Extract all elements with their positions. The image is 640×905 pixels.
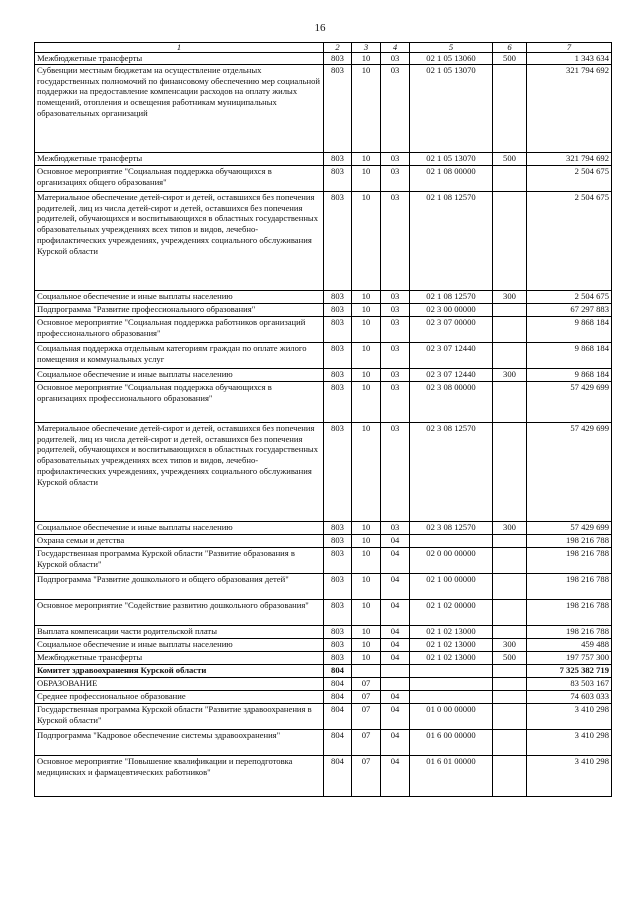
- cell-vr: [493, 703, 527, 729]
- cell-csr: [410, 677, 493, 690]
- cell-csr: 02 1 02 13000: [410, 638, 493, 651]
- cell-csr: 02 3 00 00000: [410, 303, 493, 316]
- cell-name: Комитет здравоохранения Курской области: [35, 664, 324, 677]
- cell-csr: 02 3 08 12570: [410, 422, 493, 521]
- cell-name: Среднее профессиональное образование: [35, 690, 324, 703]
- cell-name: Социальная поддержка отдельным категориям граждан по оплате жилого помещения и коммунальных услуг: [35, 342, 324, 368]
- header-cell-vr: 6: [493, 43, 527, 53]
- cell-vr: [493, 573, 527, 599]
- cell-csr: [410, 664, 493, 677]
- cell-rz: 10: [352, 290, 381, 303]
- cell-sum: 74 603 033: [527, 690, 612, 703]
- cell-rz: 07: [352, 677, 381, 690]
- cell-grbs: 803: [324, 599, 352, 625]
- cell-name: Государственная программа Курской области "Развитие образования в Курской области": [35, 547, 324, 573]
- cell-grbs: 803: [324, 64, 352, 152]
- cell-rz: 10: [352, 152, 381, 165]
- cell-rz: 10: [352, 64, 381, 152]
- cell-vr: [493, 534, 527, 547]
- table-row: [35, 755, 612, 796]
- cell-sum: 1 343 634: [527, 53, 612, 65]
- cell-grbs: 803: [324, 191, 352, 290]
- cell-csr: 02 3 08 12570: [410, 521, 493, 534]
- cell-rz: 10: [352, 53, 381, 65]
- cell-pr: 03: [381, 53, 410, 65]
- cell-vr: [493, 165, 527, 191]
- table-row: [35, 547, 612, 573]
- header-cell-sum: 7: [527, 43, 612, 53]
- cell-rz: 10: [352, 368, 381, 381]
- cell-sum: 459 488: [527, 638, 612, 651]
- cell-pr: 03: [381, 342, 410, 368]
- cell-pr: 04: [381, 638, 410, 651]
- cell-grbs: 803: [324, 381, 352, 422]
- table-row: [35, 690, 612, 703]
- cell-name: Материальное обеспечение детей-сирот и детей, оставшихся без попечения родителей, лиц из числа детей-сирот и детей, оставшихся без попечения родителей, обучающихся и воспитывающихся в областных государственных образовательных учреждениях всех типов и видов, лечебно-профилактических учреждениях, учреждениях социального обслуживания Курской области: [35, 191, 324, 290]
- table-row: [35, 64, 612, 152]
- cell-vr: 500: [493, 152, 527, 165]
- cell-name: Основное мероприятие "Повышение квалификации и переподготовка медицинских и фармацевтических работников": [35, 755, 324, 796]
- cell-pr: 04: [381, 651, 410, 664]
- cell-grbs: 803: [324, 290, 352, 303]
- table-row: [35, 191, 612, 290]
- cell-vr: [493, 599, 527, 625]
- header-cell-rz: 3: [352, 43, 381, 53]
- cell-grbs: 804: [324, 755, 352, 796]
- page-number: 16: [314, 22, 326, 34]
- cell-grbs: 803: [324, 521, 352, 534]
- cell-rz: 10: [352, 521, 381, 534]
- cell-pr: 04: [381, 547, 410, 573]
- cell-sum: 198 216 788: [527, 599, 612, 625]
- cell-pr: 04: [381, 573, 410, 599]
- cell-sum: 3 410 298: [527, 729, 612, 755]
- cell-rz: 10: [352, 316, 381, 342]
- header-cell-csr: 5: [410, 43, 493, 53]
- cell-name: Подпрограмма "Кадровое обеспечение системы здравоохранения": [35, 729, 324, 755]
- cell-csr: 02 1 08 12570: [410, 290, 493, 303]
- cell-vr: [493, 625, 527, 638]
- cell-grbs: 803: [324, 547, 352, 573]
- header-cell-pr: 4: [381, 43, 410, 53]
- table-row: [35, 368, 612, 381]
- table-row: [35, 664, 612, 677]
- cell-csr: 02 1 00 00000: [410, 573, 493, 599]
- cell-csr: 02 1 05 13070: [410, 152, 493, 165]
- cell-vr: [493, 729, 527, 755]
- table-row: [35, 342, 612, 368]
- cell-rz: 10: [352, 573, 381, 599]
- cell-grbs: 803: [324, 368, 352, 381]
- cell-pr: 03: [381, 165, 410, 191]
- table-row: [35, 573, 612, 599]
- cell-rz: 10: [352, 191, 381, 290]
- cell-sum: 9 868 184: [527, 316, 612, 342]
- cell-vr: 300: [493, 368, 527, 381]
- cell-sum: 9 868 184: [527, 368, 612, 381]
- cell-rz: 10: [352, 422, 381, 521]
- cell-sum: 198 216 788: [527, 573, 612, 599]
- cell-grbs: 803: [324, 534, 352, 547]
- cell-grbs: 803: [324, 625, 352, 638]
- table-row: [35, 381, 612, 422]
- cell-name: Социальное обеспечение и иные выплаты населению: [35, 521, 324, 534]
- cell-pr: 03: [381, 521, 410, 534]
- cell-vr: [493, 381, 527, 422]
- cell-grbs: 803: [324, 342, 352, 368]
- cell-rz: 10: [352, 342, 381, 368]
- cell-csr: [410, 690, 493, 703]
- cell-csr: 02 1 05 13070: [410, 64, 493, 152]
- cell-csr: 02 1 02 00000: [410, 599, 493, 625]
- cell-grbs: 804: [324, 677, 352, 690]
- cell-csr: 01 6 00 00000: [410, 729, 493, 755]
- cell-grbs: 804: [324, 664, 352, 677]
- cell-sum: 198 216 788: [527, 547, 612, 573]
- cell-rz: 10: [352, 638, 381, 651]
- table-row: [35, 677, 612, 690]
- cell-name: ОБРАЗОВАНИЕ: [35, 677, 324, 690]
- cell-grbs: 803: [324, 152, 352, 165]
- table-row: [35, 534, 612, 547]
- cell-sum: 57 429 699: [527, 422, 612, 521]
- cell-pr: 03: [381, 422, 410, 521]
- cell-vr: [493, 342, 527, 368]
- cell-name: Охрана семьи и детства: [35, 534, 324, 547]
- table-row: [35, 53, 612, 65]
- cell-rz: 10: [352, 651, 381, 664]
- cell-name: Подпрограмма "Развитие профессионального образования": [35, 303, 324, 316]
- cell-csr: 02 1 08 00000: [410, 165, 493, 191]
- cell-csr: 01 0 00 00000: [410, 703, 493, 729]
- cell-name: Основное мероприятие "Социальная поддержка обучающихся в организациях общего образования": [35, 165, 324, 191]
- table-row: [35, 303, 612, 316]
- cell-vr: [493, 664, 527, 677]
- cell-csr: 02 3 08 00000: [410, 381, 493, 422]
- cell-sum: 57 429 699: [527, 521, 612, 534]
- cell-rz: 10: [352, 534, 381, 547]
- cell-csr: 02 1 05 13060: [410, 53, 493, 65]
- cell-vr: [493, 316, 527, 342]
- cell-grbs: 803: [324, 303, 352, 316]
- table-row: [35, 638, 612, 651]
- cell-grbs: 803: [324, 573, 352, 599]
- cell-csr: 02 1 02 13000: [410, 625, 493, 638]
- cell-sum: 83 503 167: [527, 677, 612, 690]
- cell-sum: 2 504 675: [527, 191, 612, 290]
- cell-pr: 03: [381, 290, 410, 303]
- cell-sum: 67 297 883: [527, 303, 612, 316]
- cell-pr: 04: [381, 755, 410, 796]
- cell-vr: [493, 64, 527, 152]
- cell-rz: 10: [352, 625, 381, 638]
- cell-name: Межбюджетные трансферты: [35, 651, 324, 664]
- cell-pr: 03: [381, 303, 410, 316]
- cell-pr: [381, 664, 410, 677]
- cell-sum: 9 868 184: [527, 342, 612, 368]
- cell-csr: 02 3 07 12440: [410, 342, 493, 368]
- cell-name: Социальное обеспечение и иные выплаты населению: [35, 638, 324, 651]
- cell-name: Социальное обеспечение и иные выплаты населению: [35, 290, 324, 303]
- cell-grbs: 804: [324, 690, 352, 703]
- cell-vr: [493, 755, 527, 796]
- cell-pr: 04: [381, 599, 410, 625]
- cell-rz: 10: [352, 547, 381, 573]
- header-cell-name: 1: [35, 43, 324, 53]
- cell-vr: [493, 303, 527, 316]
- cell-pr: 03: [381, 368, 410, 381]
- cell-name: Межбюджетные трансферты: [35, 152, 324, 165]
- cell-csr: [410, 534, 493, 547]
- cell-sum: 7 325 382 719: [527, 664, 612, 677]
- header-cell-grbs: 2: [324, 43, 352, 53]
- cell-sum: 198 216 788: [527, 534, 612, 547]
- cell-sum: 321 794 692: [527, 152, 612, 165]
- cell-vr: 300: [493, 521, 527, 534]
- cell-sum: 2 504 675: [527, 165, 612, 191]
- cell-rz: 10: [352, 303, 381, 316]
- table-row: [35, 703, 612, 729]
- table-row: [35, 521, 612, 534]
- cell-sum: 2 504 675: [527, 290, 612, 303]
- cell-csr: 02 3 07 12440: [410, 368, 493, 381]
- budget-table: [34, 42, 612, 797]
- cell-vr: 500: [493, 53, 527, 65]
- cell-pr: 03: [381, 152, 410, 165]
- cell-rz: 10: [352, 165, 381, 191]
- cell-rz: 07: [352, 690, 381, 703]
- cell-rz: 07: [352, 729, 381, 755]
- cell-pr: 03: [381, 191, 410, 290]
- cell-csr: 02 1 08 12570: [410, 191, 493, 290]
- table-row: [35, 290, 612, 303]
- cell-name: Основное мероприятие "Содействие развитию дошкольного образования": [35, 599, 324, 625]
- cell-vr: [493, 191, 527, 290]
- cell-pr: 04: [381, 729, 410, 755]
- cell-csr: 02 0 00 00000: [410, 547, 493, 573]
- cell-vr: 300: [493, 290, 527, 303]
- cell-grbs: 803: [324, 422, 352, 521]
- cell-name: Материальное обеспечение детей-сирот и детей, оставшихся без попечения родителей, лиц из числа детей-сирот и детей, оставшихся без попечения родителей, обучающихся и воспитывающихся в областных государственных образовательных учреждениях всех типов и видов, лечебно-профилактических учреждениях, учреждениях социального обслуживания Курской области: [35, 422, 324, 521]
- cell-grbs: 804: [324, 729, 352, 755]
- cell-rz: [352, 664, 381, 677]
- cell-csr: 02 1 02 13000: [410, 651, 493, 664]
- cell-name: Подпрограмма "Развитие дошкольного и общего образования детей": [35, 573, 324, 599]
- cell-sum: 3 410 298: [527, 755, 612, 796]
- cell-sum: 197 757 300: [527, 651, 612, 664]
- cell-vr: [493, 547, 527, 573]
- cell-sum: 57 429 699: [527, 381, 612, 422]
- cell-vr: [493, 690, 527, 703]
- cell-csr: 02 3 07 00000: [410, 316, 493, 342]
- cell-name: Выплата компенсации части родительской платы: [35, 625, 324, 638]
- cell-grbs: 804: [324, 703, 352, 729]
- cell-rz: 07: [352, 703, 381, 729]
- table-row: [35, 316, 612, 342]
- cell-grbs: 803: [324, 651, 352, 664]
- cell-pr: 03: [381, 64, 410, 152]
- cell-vr: [493, 422, 527, 521]
- cell-pr: 03: [381, 316, 410, 342]
- cell-vr: 300: [493, 638, 527, 651]
- header-row: [35, 43, 612, 53]
- table-row: [35, 651, 612, 664]
- cell-pr: 04: [381, 625, 410, 638]
- cell-rz: 10: [352, 381, 381, 422]
- cell-name: Основное мероприятие "Социальная поддержка обучающихся в организациях профессионального образования": [35, 381, 324, 422]
- cell-grbs: 803: [324, 165, 352, 191]
- cell-pr: [381, 677, 410, 690]
- cell-pr: 04: [381, 534, 410, 547]
- cell-name: Субвенции местным бюджетам на осуществление отдельных государственных полномочий по финансовому обеспечению мер социальной поддержки на предоставление компенсации расходов на оплату жилых помещений, отопления и освещения работникам муниципальных образовательных организаций: [35, 64, 324, 152]
- cell-name: Социальное обеспечение и иные выплаты населению: [35, 368, 324, 381]
- table-row: [35, 165, 612, 191]
- cell-rz: 10: [352, 599, 381, 625]
- cell-name: Государственная программа Курской области "Развитие здравоохранения в Курской области": [35, 703, 324, 729]
- cell-vr: 500: [493, 651, 527, 664]
- table-row: [35, 625, 612, 638]
- cell-sum: 321 794 692: [527, 64, 612, 152]
- cell-pr: 04: [381, 703, 410, 729]
- cell-name: Основное мероприятие "Социальная поддержка работников организаций профессионального образования": [35, 316, 324, 342]
- cell-csr: 01 6 01 00000: [410, 755, 493, 796]
- table-row: [35, 152, 612, 165]
- table-row: [35, 729, 612, 755]
- cell-grbs: 803: [324, 638, 352, 651]
- cell-grbs: 803: [324, 53, 352, 65]
- cell-pr: 04: [381, 690, 410, 703]
- cell-name: Межбюджетные трансферты: [35, 53, 324, 65]
- cell-rz: 07: [352, 755, 381, 796]
- cell-sum: 3 410 298: [527, 703, 612, 729]
- cell-sum: 198 216 788: [527, 625, 612, 638]
- table-row: [35, 599, 612, 625]
- cell-vr: [493, 677, 527, 690]
- table-row: [35, 422, 612, 521]
- cell-grbs: 803: [324, 316, 352, 342]
- cell-pr: 03: [381, 381, 410, 422]
